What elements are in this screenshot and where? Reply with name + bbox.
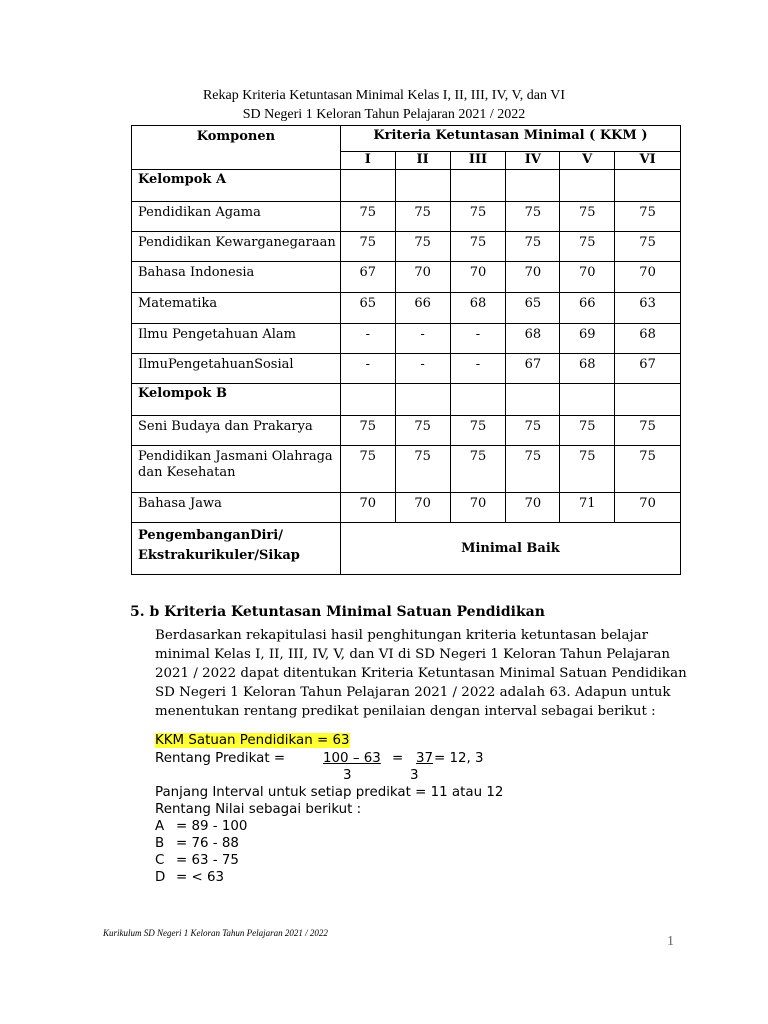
kkm-value: - [450,354,506,384]
kkm-value: 75 [340,446,395,493]
kkm-value: 75 [395,232,450,262]
kkm-value: 75 [615,232,681,262]
pengembangan-row [132,523,681,575]
kkm-header: Kriteria Ketuntasan Minimal ( KKM ) [340,126,680,152]
header-row [132,126,681,152]
kkm-value: 67 [340,262,395,293]
grade-letter: D [155,870,166,885]
kkm-value: 75 [560,202,615,232]
group-a-row-label: Kelompok A [132,170,341,202]
kkm-value: 65 [506,293,560,324]
kkm-value: 75 [506,446,560,493]
table-row [132,416,681,446]
fraction2-numerator: 37 [416,751,434,766]
subject-name: Bahasa Jawa [132,493,341,523]
fraction1-numerator: 100 – 63 [323,751,381,766]
kkm-value: 70 [560,262,615,293]
kkm-value: 70 [450,493,506,523]
empty-cell [615,384,681,416]
kkm-value: 75 [340,202,395,232]
subject-name: Ilmu Pengetahuan Alam [132,324,341,354]
pengembangan-value: Minimal Baik [340,523,680,575]
kkm-value: 75 [450,232,506,262]
grade-letter: A [155,819,165,834]
kkm-value: 75 [340,232,395,262]
kkm-value: 75 [615,446,681,493]
fraction2-denominator: 3 [410,768,419,783]
kkm-value: 70 [450,262,506,293]
kkm-value: 68 [450,293,506,324]
kkm-value: 70 [340,493,395,523]
subject-name: Pendidikan Jasmani Olahraga dan Kesehatan [132,446,341,493]
kkm-value: 75 [506,232,560,262]
empty-cell [560,170,615,202]
grade-range: = < 63 [176,870,224,885]
subject-name: Pendidikan Agama [132,202,341,232]
class-header-cell: VI [615,151,681,169]
kkm-satuan-line [155,733,350,748]
grade-range: = 76 - 88 [176,836,239,851]
class-header-cell: V [560,151,615,169]
subject-name: Bahasa Indonesia [132,262,341,293]
grade-letter: C [155,853,165,868]
rentang-result: = 12, 3 [434,751,484,766]
kkm-value: 63 [615,293,681,324]
kkm-value: 75 [560,232,615,262]
kkm-value: 70 [506,493,560,523]
class-header-cell: IV [506,151,560,169]
rentang-predikat-label: Rentang Predikat = [155,751,286,766]
kkm-value: 75 [395,416,450,446]
kkm-table [131,125,681,575]
kkm-value: 70 [615,493,681,523]
kkm-value: 66 [395,293,450,324]
kkm-value: 75 [340,416,395,446]
table-row [132,446,681,493]
subject-name: Seni Budaya dan Prakarya [132,416,341,446]
group-b-row-label: Kelompok B [132,384,341,416]
table-row [132,324,681,354]
table-row [132,293,681,324]
kkm-value: 70 [395,262,450,293]
kkm-value: 69 [560,324,615,354]
kkm-value: - [395,324,450,354]
empty-cell [395,384,450,416]
table-row [132,354,681,384]
kkm-value: 75 [395,446,450,493]
komponen-header: Komponen [132,126,341,170]
section-heading: 5. b Kriteria Ketuntasan Minimal Satuan Pendidikan [130,604,545,620]
kkm-value: - [340,354,395,384]
grade-range: = 89 - 100 [176,819,248,834]
kkm-value: 70 [615,262,681,293]
group-b-row [132,384,681,416]
page-footer: Kurikulum SD Negeri 1 Keloran Tahun Pelajaran 2021 / 2022 [103,928,328,938]
pengembangan-label-line2: Ekstrakurikuler/Sikap [138,548,300,563]
equals-sign: = [392,751,404,766]
empty-cell [506,384,560,416]
kkm-value: 75 [450,416,506,446]
kkm-value: 75 [450,446,506,493]
class-header-cell: I [340,151,395,169]
kkm-value: 75 [615,202,681,232]
empty-cell [395,170,450,202]
grade-range: = 63 - 75 [176,853,239,868]
pengembangan-label [132,523,341,575]
kkm-value: 75 [615,416,681,446]
fraction1-denominator: 3 [343,768,352,783]
kkm-value: 75 [560,416,615,446]
kkm-value: 65 [340,293,395,324]
kkm-value: 70 [395,493,450,523]
pengembangan-label-line1: PengembanganDiri/ [138,528,283,543]
panjang-interval: Panjang Interval untuk setiap predikat = 11 atau 12 [155,785,504,800]
kkm-value: 68 [615,324,681,354]
kkm-value: 75 [506,202,560,232]
empty-cell [340,170,395,202]
empty-cell [615,170,681,202]
kkm-value: 75 [506,416,560,446]
empty-cell [506,170,560,202]
kkm-value: 71 [560,493,615,523]
empty-cell [450,170,506,202]
table-row [132,232,681,262]
kkm-value: - [450,324,506,354]
kkm-value: 75 [395,202,450,232]
table-row [132,493,681,523]
kkm-value: 70 [506,262,560,293]
group-a-row [132,170,681,202]
subject-name: Matematika [132,293,341,324]
kkm-value: 68 [506,324,560,354]
document-title-line1: Rekap Kriteria Ketuntasan Minimal Kelas I, II, III, IV, V, dan VI [202,88,566,103]
class-header-cell: II [395,151,450,169]
empty-cell [450,384,506,416]
document-title-line2: SD Negeri 1 Keloran Tahun Pelajaran 2021 / 2022 [242,107,526,122]
table-row [132,262,681,293]
kkm-value: - [340,324,395,354]
kkm-value: 66 [560,293,615,324]
kkm-value: 68 [560,354,615,384]
kkm-value: - [395,354,450,384]
table-row [132,202,681,232]
subject-name: IlmuPengetahuanSosial [132,354,341,384]
class-header-cell: III [450,151,506,169]
grade-letter: B [155,836,165,851]
kkm-value: 75 [450,202,506,232]
empty-cell [560,384,615,416]
kkm-satuan-highlight: KKM Satuan Pendidikan = 63 [155,733,350,748]
subject-name: Pendidikan Kewarganegaraan [132,232,341,262]
kkm-value: 67 [615,354,681,384]
page-number: 1 [667,934,674,949]
description-paragraph: Berdasarkan rekapitulasi hasil penghitungan kriteria ketuntasan belajar minimal Kelas I, II, III, IV, V, dan VI di SD Negeri 1 Keloran Tahun Pelajaran 2021 / 2022 dapat ditentukan Kriteria Ketuntasan Minimal Satuan Pendidikan SD Negeri 1 Keloran Tahun Pelajaran 2021 / 2022 adalah 63. Adapun untuk menentukan rentang predikat penilaian dengan interval sebagai berikut : [155,628,687,719]
kkm-value: 75 [560,446,615,493]
rentang-nilai-label: Rentang Nilai sebagai berikut : [155,802,362,817]
kkm-value: 67 [506,354,560,384]
empty-cell [340,384,395,416]
